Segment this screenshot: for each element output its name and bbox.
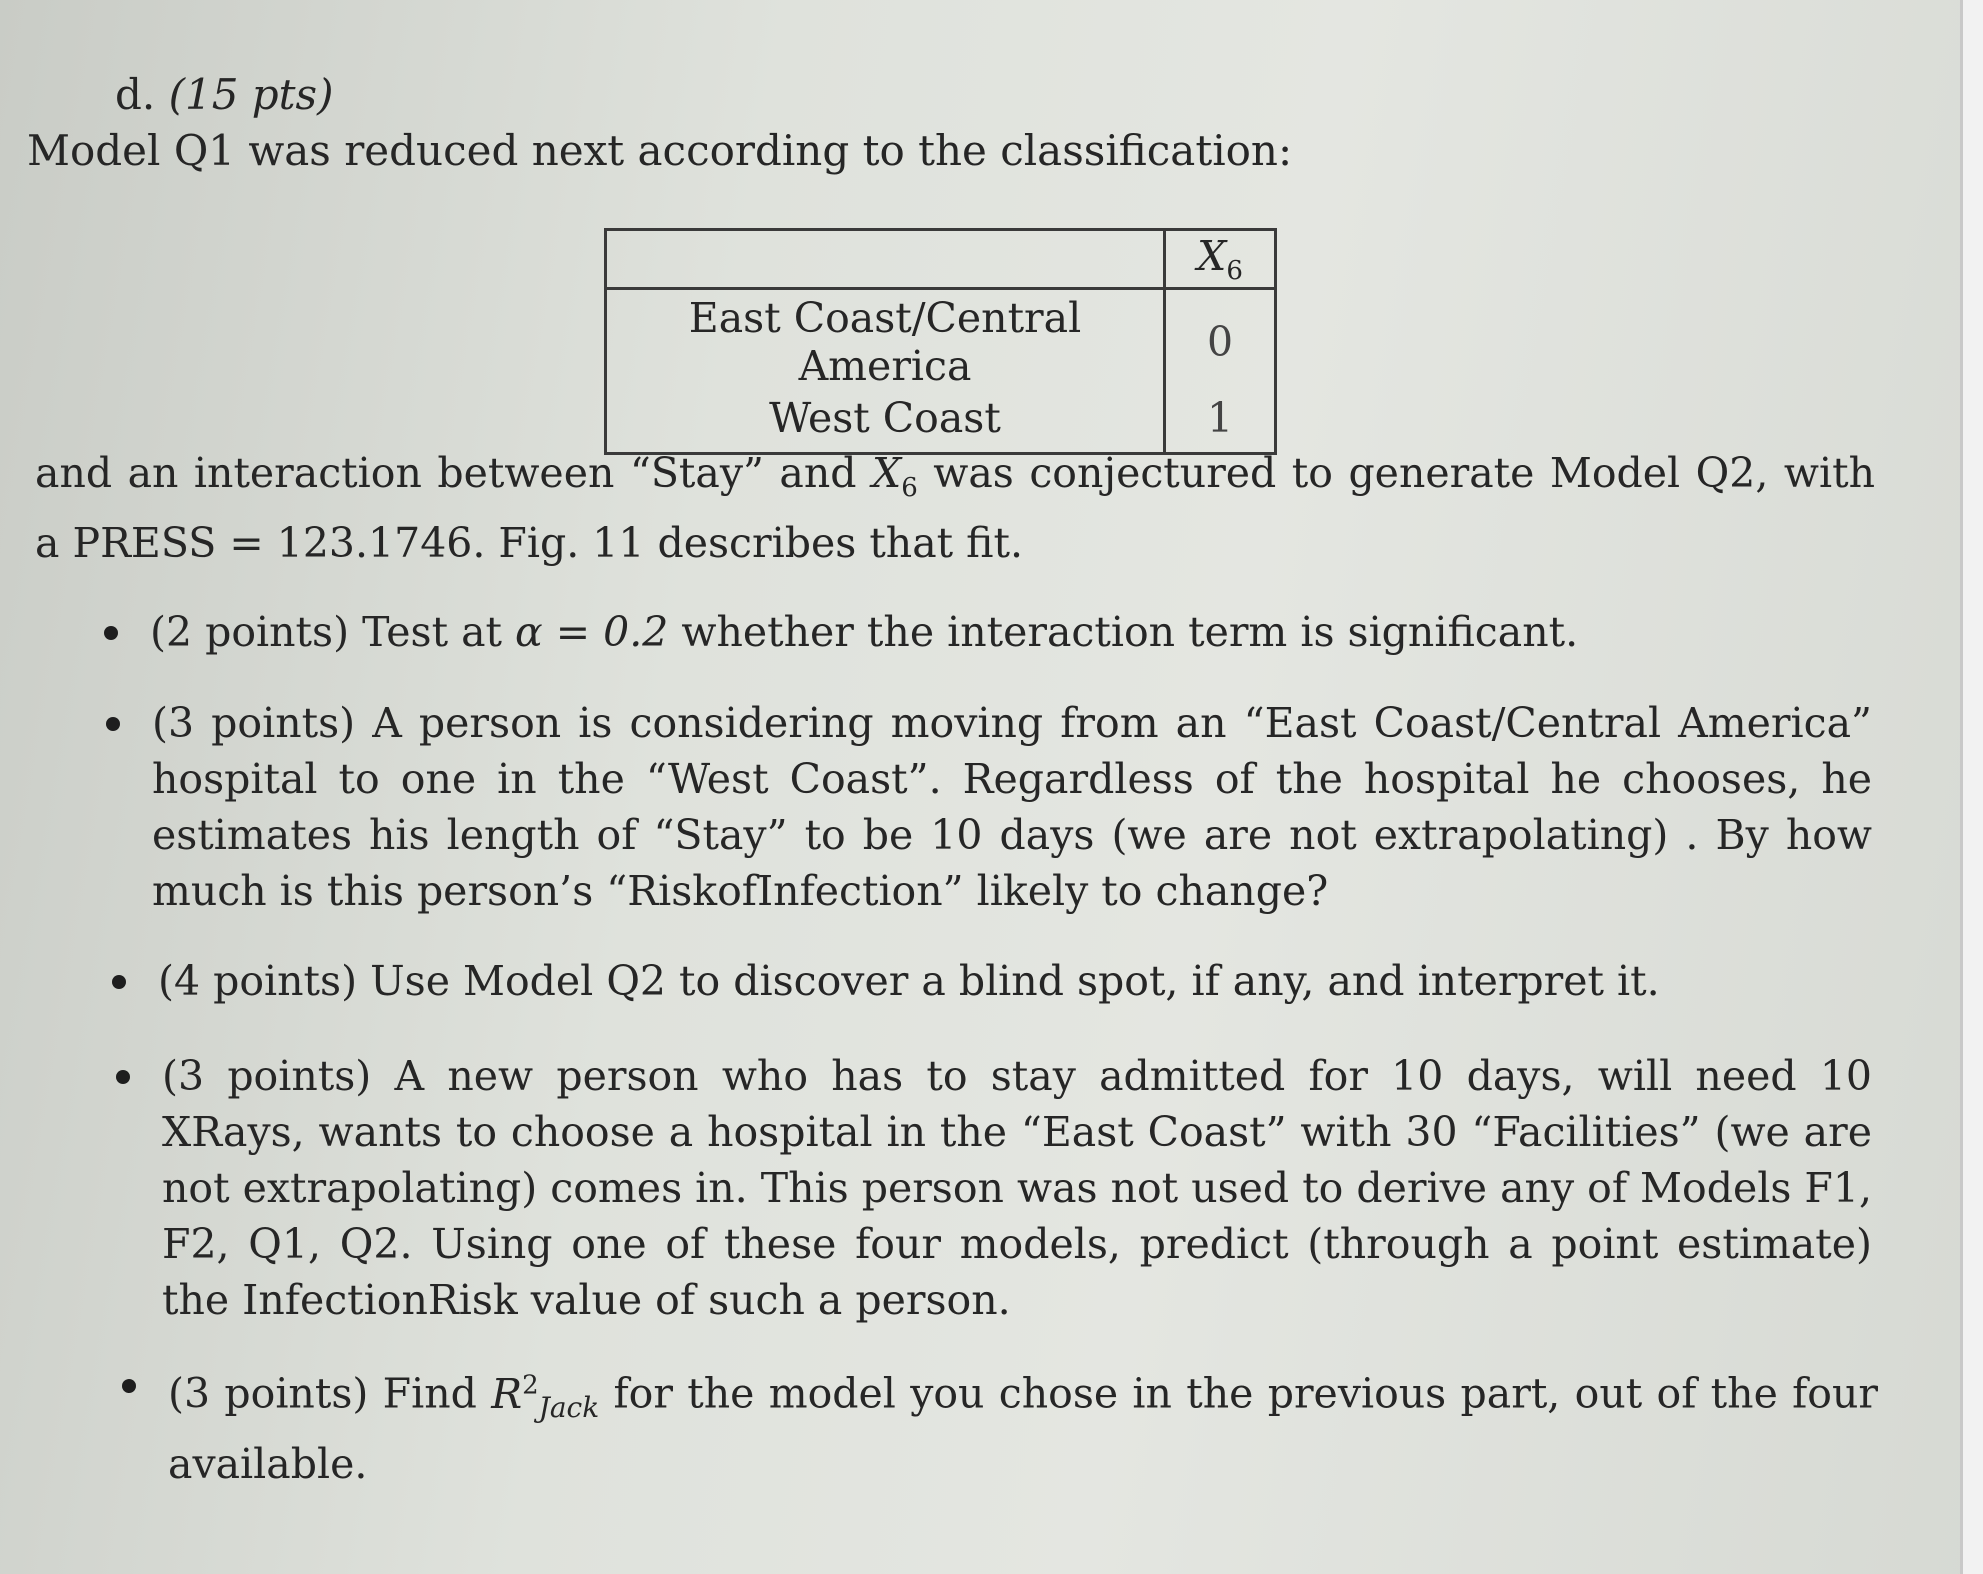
part-label: d. bbox=[115, 70, 156, 119]
classification-table bbox=[604, 228, 1277, 455]
r-jack-math: $R^2_{Jack}$ bbox=[491, 1369, 600, 1424]
list-item: (3 points) A person is considering moving from an “East Coast/Central America” hospital to one in the “West Coast”. Regardless of the hospital he chooses, he estimates his length of “Stay” to be 10 days (we are not extrapolating) . By how much is this person’s “RiskofInfection” likely to change? bbox=[152, 695, 1872, 919]
table-header-row bbox=[606, 230, 1276, 289]
table-value-cell: 0 bbox=[1165, 289, 1276, 391]
bullet-dot-icon bbox=[116, 1070, 130, 1084]
list-item: (3 points) Find $R^2_{Jack}$ for the model you chose in the previous part, out of the four available. bbox=[168, 1357, 1878, 1492]
table-row bbox=[606, 390, 1276, 454]
part-heading bbox=[115, 70, 334, 119]
part-points: (15 pts) bbox=[168, 70, 334, 119]
table-value-cell: 1 bbox=[1165, 390, 1276, 454]
table-row bbox=[606, 289, 1276, 391]
interaction-paragraph: and an interaction between “Stay” and $X_6$ was conjectured to generate Model Q2, with a PRESS = 123.1746. Fig. 11 describes that fit. bbox=[35, 449, 1875, 568]
table-category-cell: West Coast bbox=[606, 390, 1165, 454]
bullet-dot-icon bbox=[112, 975, 126, 989]
table-header-variable: $X_6$ bbox=[1165, 230, 1276, 289]
bullet-dot-icon bbox=[104, 626, 118, 640]
list-item: (3 points) A new person who has to stay admitted for 10 days, will need 10 XRays, wants to choose a hospital in the “East Coast” with 30 “Facilities” (we are not extrapolating) comes in. This person was not used to derive any of Models F1, F2, Q1, Q2. Using one of these four models, predict (through a point estimate) the InfectionRisk value of such a person. bbox=[162, 1048, 1872, 1328]
classification-table-wrap bbox=[604, 228, 1277, 455]
alpha-math: α = 0.2 bbox=[515, 608, 669, 656]
table-header-empty-cell bbox=[606, 230, 1165, 289]
intro-sentence: Model Q1 was reduced next according to the classification: bbox=[27, 126, 1293, 175]
bullet-dot-icon bbox=[106, 717, 120, 731]
list-item: (4 points) Use Model Q2 to discover a blind spot, if any, and interpret it. bbox=[158, 953, 1878, 1009]
list-item: (2 points) Test at α = 0.2 whether the interaction term is significant. bbox=[150, 604, 1870, 660]
bullet-dot-icon bbox=[122, 1379, 136, 1393]
screen-edge bbox=[1960, 0, 1983, 1574]
table-category-cell: East Coast/Central America bbox=[606, 289, 1165, 391]
